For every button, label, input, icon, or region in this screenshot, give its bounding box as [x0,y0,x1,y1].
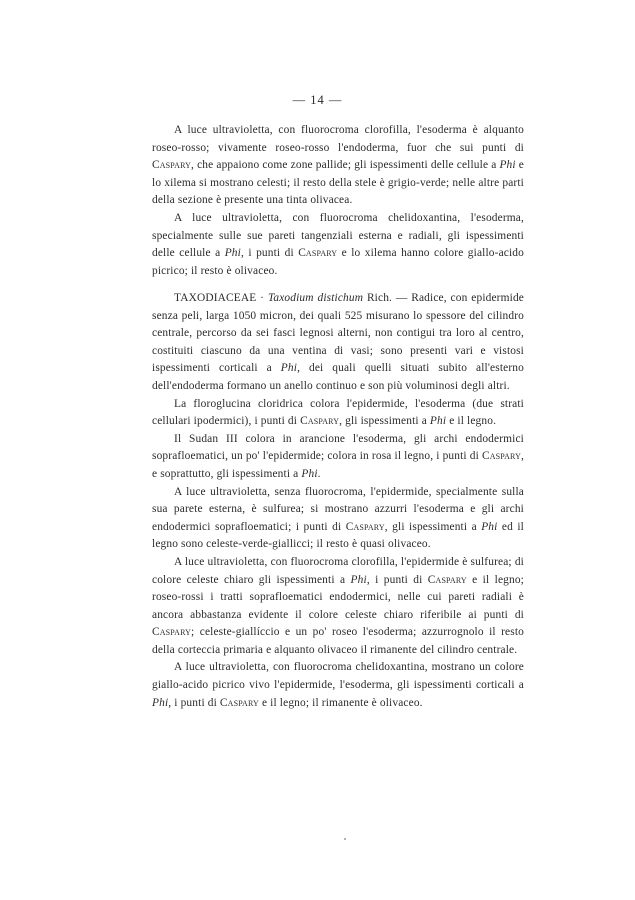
caspary-term: Caspary [427,573,467,586]
phi-term: Phi [301,467,318,480]
paragraph: A luce ultravioletta, con fluorocroma clorofilla, l'esoderma è alquanto roseo-rosso; vivamente roseo-rosso l'endoderma, fuor che sui punti di Caspary, che appaiono come zone pallide; gli ispessimenti delle cellule a Phi e lo xilema si mostrano celesti; il resto della stele è grigio-verde; nelle altre parti della sezione è presente una tinta olivacea. [152,124,524,207]
paragraph: La floroglucina cloridrica colora l'epidermide, l'esoderma (due strati cellulari ipodermici), i punti di Caspary, gli ispessimenti a Phi e il legno. [152,397,524,428]
text-block-taxodiaceae [152,290,524,712]
phi-term: Phi [429,415,447,428]
caspary-term: Caspary [152,626,192,639]
phi-term: Phi [152,696,169,709]
scan-speck [344,838,346,840]
paragraph: Il Sudan III colora in arancione l'esoderma, gli archi endodermici soprafloematici, un po' l'epidermide; colora in rosa il legno, i punti di Caspary, e soprattutto, gli ispessimenti a Phi. [152,432,524,480]
caspary-term: Caspary [219,696,259,709]
section-heading-paragraph: TAXODIACEAE · Taxodium distichum Rich. — Radice, con epidermide senza peli, larga 1050 micron, dei quali 525 misurano lo spessore del cilindro centrale, percorso da sei fasci legnosi alterni, non contigui tra loro al centro, costituiti ciascuno da una ventina di vasi; sono presenti vari e vistosi ispessimenti corticali a Phi, dei quali quelli situati subito all'esterno dell'endoderma formano un anello continuo e son più voluminosi degli altri. [152,292,525,392]
family-name: TAXODIACEAE [174,292,257,304]
text-block-top [152,122,524,280]
paragraph: A luce ultravioletta, con fluorocroma clorofilla, l'epidermide è sulfurea; di colore celeste chiaro gli ispessimenti a Phi, i punti di Caspary e il legno; roseo-rossi i tratti soprafloematici endodermici, nelle cui pareti radiali è ancora abbastanza evidente il colore celeste chiaro riferibile ai punti di Caspary; celeste-giallíccio e un po' roseo l'esoderma; azzurrognolo il resto della corteccia primaria e alquanto olivaceo il rimanente del cilindro centrale. [152,555,524,656]
caspary-term: Caspary [481,450,521,463]
phi-term: Phi [499,159,516,172]
phi-term: Phi [481,520,498,533]
page-number: — 14 — [292,93,343,107]
phi-term: Phi [280,362,298,375]
caspary-term: Caspary [300,415,340,428]
phi-term: Phi [224,247,241,260]
species-name: Taxodium distichum [267,292,364,304]
paragraph: A luce ultravioletta, con fluorocroma chelidoxantina, mostrano un colore giallo-acido picrico vivo l'epidermide, l'esoderma, gli ispessimenti corticali a Phi, i punti di Caspary e il legno; il rimanente è olivaceo. [152,661,524,709]
caspary-term: Caspary [152,159,192,172]
paragraph: A luce ultravioletta, con fluorocroma chelidoxantina, l'esoderma, specialmente sulle sue pareti tangenziali esterna e radiali, gli ispessimenti delle cellule a Phi, i punti di Caspary e lo xilema hanno colore giallo-acido picrico; il resto è olivaceo. [152,211,524,277]
caspary-term: Caspary [298,247,338,260]
phi-term: Phi [350,573,367,586]
caspary-term: Caspary [345,520,385,533]
paragraph: A luce ultravioletta, senza fluorocroma, l'epidermide, specialmente sulla sua parete esterna, è sulfurea; si mostrano azzurri l'esoderma e gli archi endodermici soprafloematici; i punti di Caspary, gli ispessimenti a Phi ed il legno sono celeste-verde-giallicci; il resto è quasi olivaceo. [152,485,524,551]
